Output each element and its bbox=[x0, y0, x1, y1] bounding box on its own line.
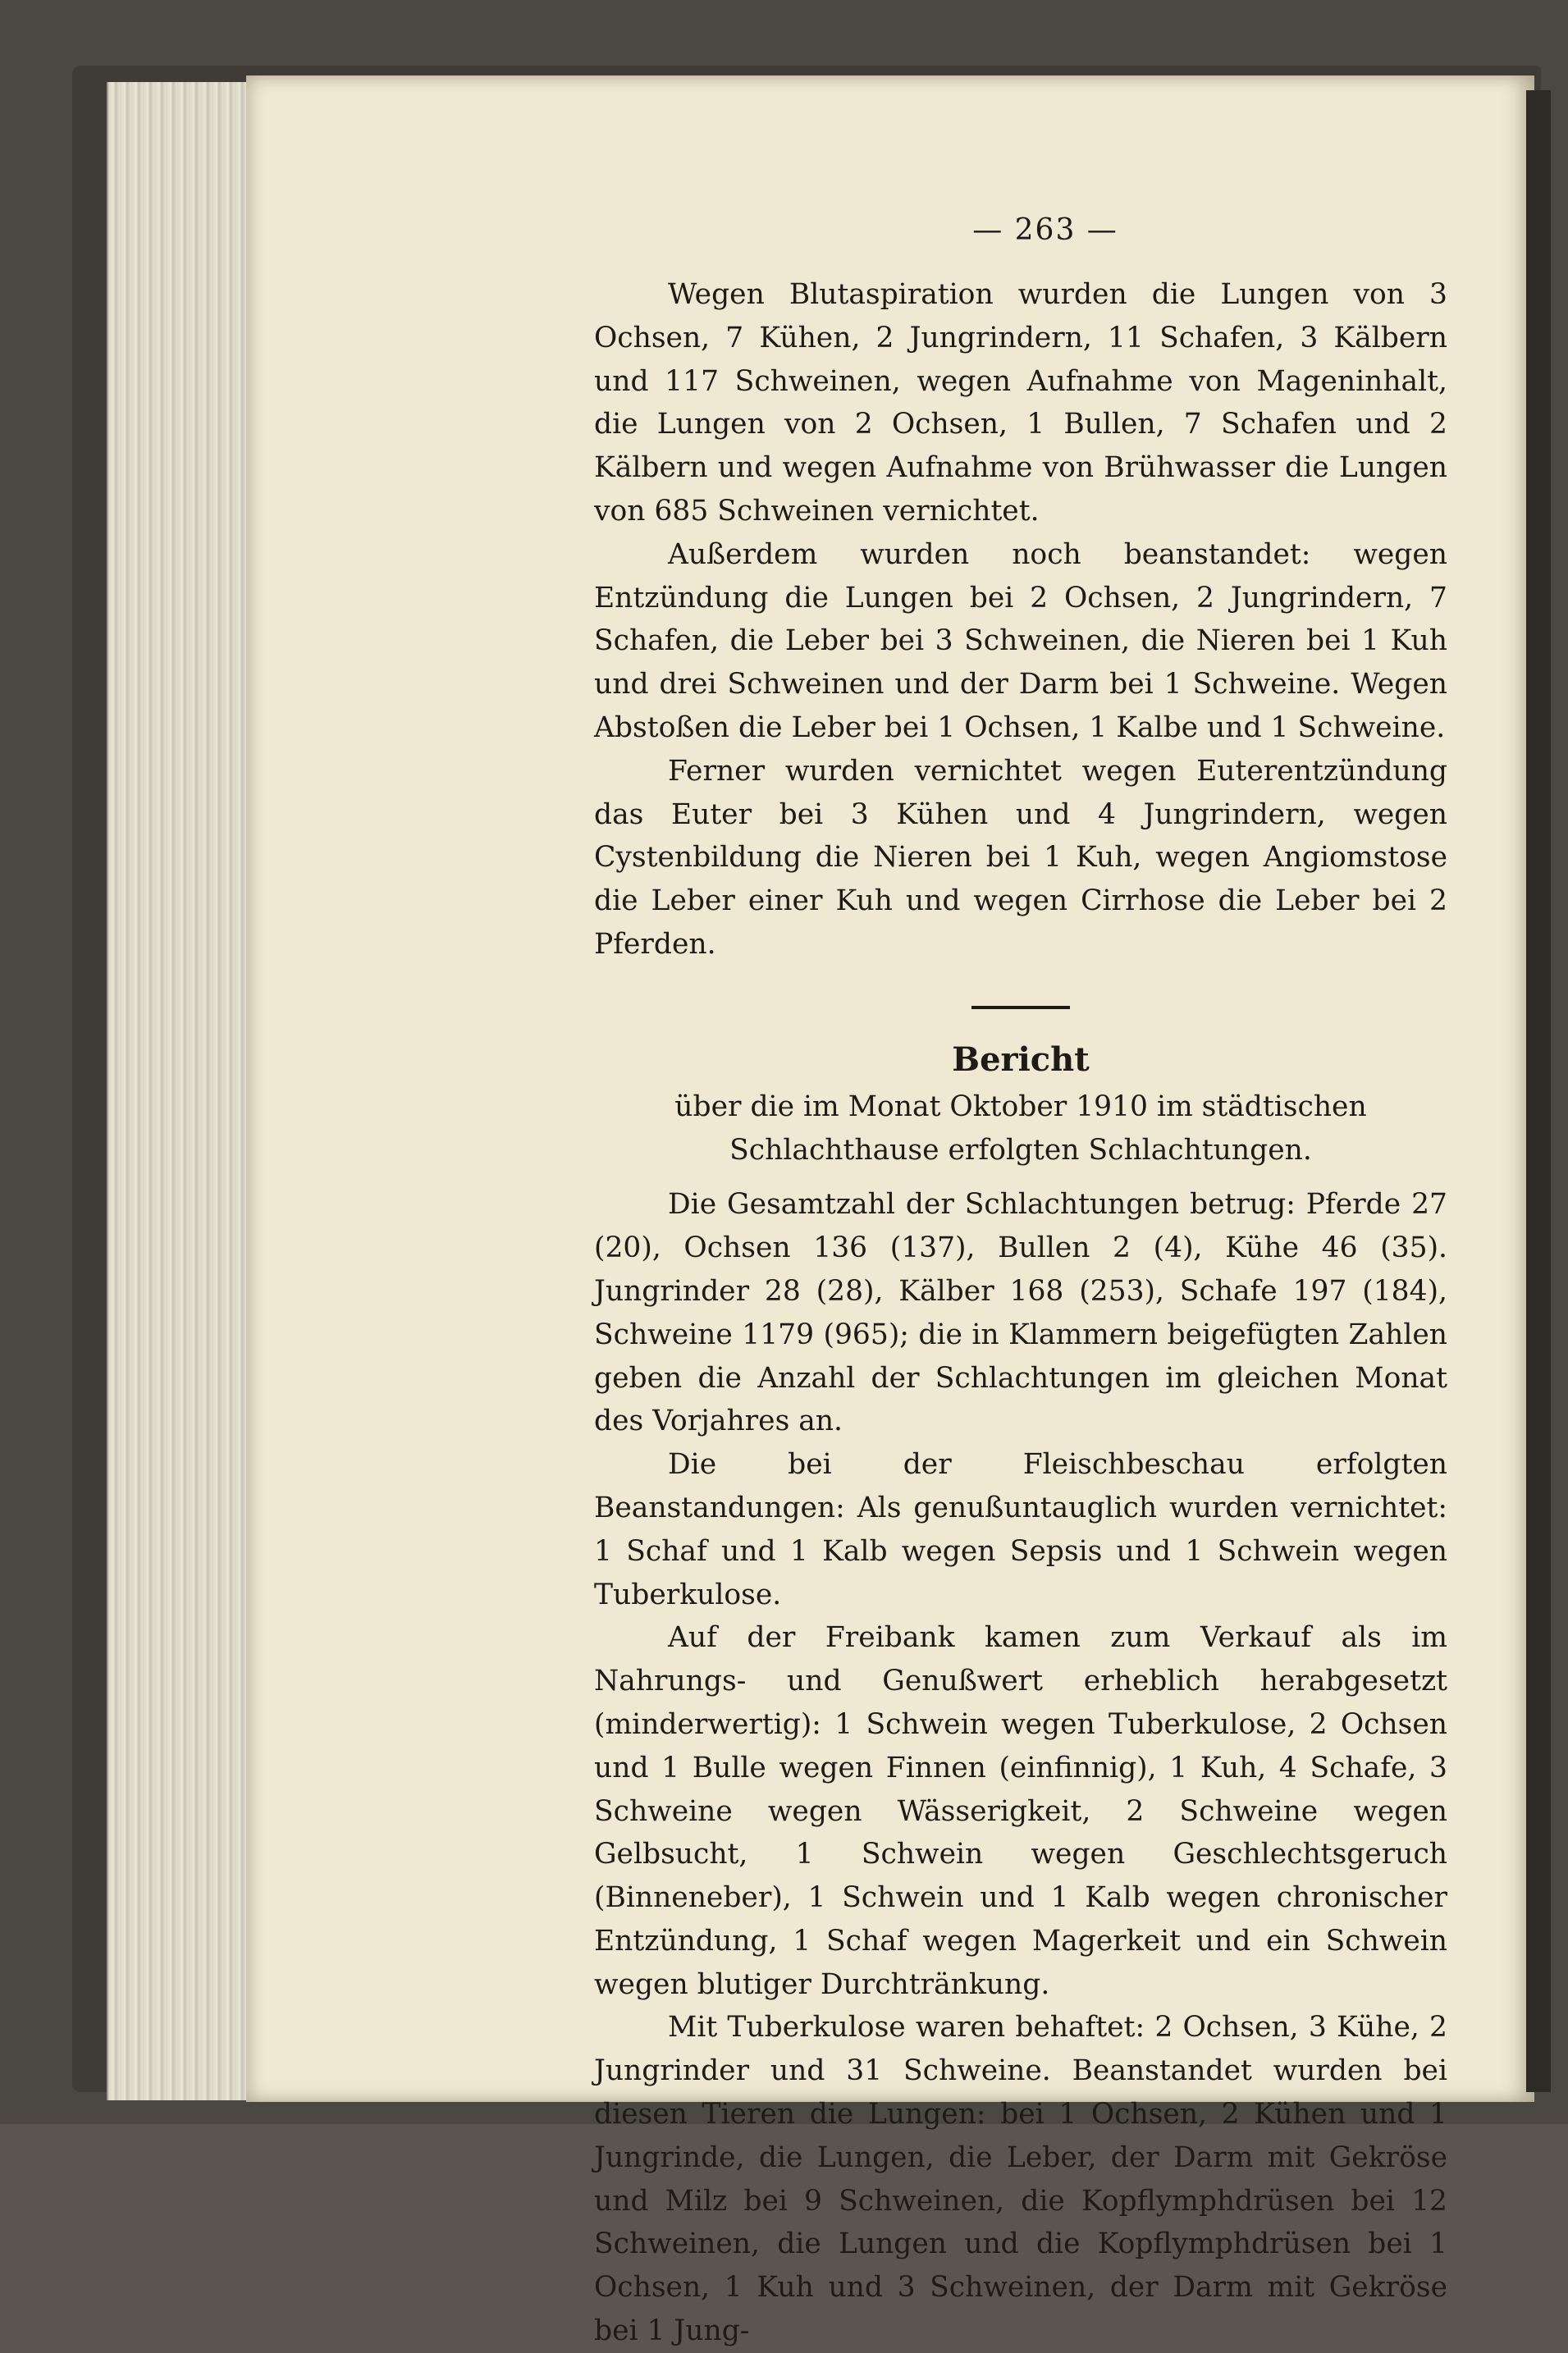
paragraph: Außerdem wurden noch beanstandet: wegen Entzündung die Lungen bei 2 Ochsen, 2 Jungrindern, 7 Schafen, die Leber bei 3 Schweinen, die Nieren bei 1 Kuh und drei Schweinen und der Darm bei 1 Schweine. Wegen Abstoßen die Leber bei 1 Ochsen, 1 Kalbe und 1 Schweine. bbox=[594, 537, 1447, 744]
paragraph: Mit Tuberkulose waren behaftet: 2 Ochsen, 3 Kühe, 2 Jungrinder und 31 Schweine. Beanstandet wurden bei diesen Tieren die Lungen: bei 1 Ochsen, 2 Kühen und 1 Jungrinde, die Lungen, die Leber, der Darm mit Gekröse und Milz bei 9 Schweinen, die Kopflymphdrüsen bei 12 Schweinen, die Lungen und die Kopflymphdrüsen bei 1 Ochsen, 1 Kuh und 3 Schweinen, der Darm mit Gekröse bei 1 Jung- bbox=[594, 2011, 1447, 2348]
paragraph: Auf der Freibank kamen zum Verkauf als im Nahrungs- und Genußwert erheblich herabgesetzt (minderwertig): 1 Schwein wegen Tuberkulose, 2 Ochsen und 1 Bulle wegen Finnen (einfinnig), 1 Kuh, 4 Schafe, 3 Schweine wegen Wässerigkeit, 2 Schweine wegen Gelbsucht, 1 Schwein wegen Geschlechtsgeruch (Binneneber), 1 Schwein und 1 Kalb wegen chronischer Entzündung, 1 Schaf wegen Magerkeit und ein Schwein wegen blutiger Durchtränkung. bbox=[594, 1621, 1447, 2001]
book-spine-edge bbox=[1526, 90, 1551, 2092]
section-divider bbox=[971, 1006, 1070, 1009]
page-edges bbox=[107, 82, 256, 2100]
section-subtitle: über die im Monat Oktober 1910 im städtischen Schlachthause erfolgten Schlachtungen. bbox=[674, 1090, 1367, 1167]
paragraph: Die Gesamtzahl der Schlachtungen betrug: Pferde 27 (20), Ochsen 136 (137), Bullen 2 (4), Kühe 46 (35). Jungrinder 28 (28), Kälber 168 (253), Schafe 197 (184), Schweine 1179 (965); die in Klammern beigefügten Zahlen geben die Anzahl der Schlachtungen im gleichen Monat des Vorjahres an. bbox=[594, 1188, 1447, 1438]
page-number: — 263 — bbox=[972, 213, 1118, 247]
paragraph: Ferner wurden vernichtet wegen Euterentzündung das Euter bei 3 Kühen und 4 Jungrindern, wegen Cystenbildung die Nieren bei 1 Kuh, wegen Angiomstose die Leber einer Kuh und wegen Cirrhose die Leber bei 2 Pferden. bbox=[594, 754, 1447, 961]
section-title: Bericht bbox=[952, 1039, 1090, 1079]
page-content bbox=[594, 213, 1447, 2353]
paragraph: Wegen Blutaspiration wurden die Lungen von 3 Ochsen, 7 Kühen, 2 Jungrindern, 11 Schafen, 3 Kälbern und 117 Schweinen, wegen Aufnahme von Mageninhalt, die Lungen von 2 Ochsen, 1 Bullen, 7 Schafen und 2 Kälbern und wegen Aufnahme von Brühwasser die Lungen von 685 Schweinen vernichtet. bbox=[594, 278, 1447, 528]
paragraph: Die bei der Fleischbeschau erfolgten Beanstandungen: Als genußuntauglich wurden vernichtet: 1 Schaf und 1 Kalb wegen Sepsis und 1 Schwein wegen Tuberkulose. bbox=[594, 1448, 1447, 1611]
